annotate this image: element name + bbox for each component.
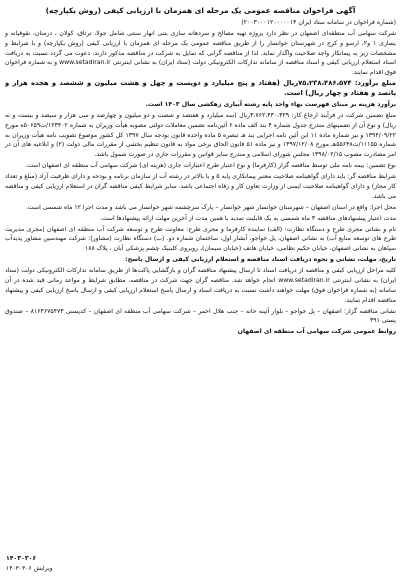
notice-title: آگهی فراخوان مناقصه عمومی یک مرحله ای همزمان با ارزیابی کیفی (روش یکپارچه) xyxy=(45,6,356,15)
document-number: ۱۴۰۳۰۳۰۶ xyxy=(6,555,37,562)
paragraph-cost-basis: برآورد هزینه بر مبنای فهرست بهاء واحد پایه رشته آبیاری زهکشی سال ۱۴۰۳ است. xyxy=(145,100,396,108)
paragraph-guarantee: مبلغ تضمین شرکت در فرآیند ارجاع کار: ۳،۷۶۲،۴۳۰،۳۲۹ریال (سه میلیارد و هفتصد و شصت و دو میلیون و چهارصد و سی هزار و سیصد و بیست و نه ریال) و نوع آن از تضمینهای مندرج جدول شماره ۴ بند الف ماده ۶ آئین‌نامه تضمین معاملات دولتی مصوبه هیأت وزیران به شماره ۱۲۳۴۰۲/ت۵۰۶۵۹ه مورخ ۱۳۹۴/۰۹/۲۲ و نیز شماره ماده ۱۱ این آئین نامه اجرایی بند هـ تبصره ۵ ماده واحده قانون بودجه سال ۱۳۹۷ کل کشور موضوع تصویب نامه هیأت وزیران به شماره ۱۱۱۵۵/ت۵۵۶۴۸هـ مورخ ۱۳۹۷/۱۲/۰۸ و نیز ماده ۵۱ قانون الحاق برخی مواد به قانون تنظیم بخشی از مقررات مالی دولت (۲) و ابلاغیه های آن در امر مصادرت مصوب ۱۳۹۸/۰۲/۱۵ مجلس شورای اسلامی و مندرج سایر قوانین و مقررات جاری در صورت شمول باشد. xyxy=(5,111,397,159)
paragraph-intro: شرکت سهامی آب منطقه‌ای اصفهان در نظر دارد پروژه تهیه مصالح و سردهانه سازی بتنی انهار سنتی شامل جولا، ترتاق، کولان ، درمنان، نقوقیانه و یساری ۱ و۲، ارسو و کرج در شهرستان خوانسار را از طریق مناقصه عمومی یک مرحله ای همزمان با ارزیابی کیفی (روش یکپارچه) و با شرایط و مشخصات زیر به پیمانکار واجد صلاحیت واگذار نماید. لذا از مناقصه گرانی که تمایل به شرکت در مناقصه مذکور دارند، دعوت می گردد نسبت به دریافت اسناد استعلام ارزیابی کیفی و اسناد مناقصه از سامانه تدارکات الکترونیکی دولت (ستاد ایران) به نشانی اینترنتی www.setadiran.ir و به شماره فراخوان فوق اقدام نمایند. xyxy=(5,29,396,77)
paragraph-estimate: مبلغ برآورد: ۷۵،۲۳۸،۴۸۶،۵۷۴ریال (هفتاد و پنج میلیارد و دویست و چهل و هشت میلیون و ششصد و هجده هزار و پانصد و هفتاد و چهار ریال) است. xyxy=(5,79,396,97)
footer-signature: روابط عمومی شرکت سهامی آب منطقه ای اصفهان xyxy=(237,328,396,336)
paragraph-documents: کلیه مراحل ارزیابی کیفی و مناقصه از دریافت اسناد تا ارسال پیشنهاد مناقصه گران و بازگشایی پاکت‌ها از طریق سامانه تدارکات الکترونیکی دولت (ستاد ایران) به نشانی اینترنتی www.setadiran.ir انجام خواهد شد. مناقصه گران جهت شرکت در مناقصه، مطابق شرایط و مواعد زمانی قید شده در آن سامانه (به شماره فراخوان فوق) مهلت خواهند داشت نسبت به دریافت اسناد و ارسال پاسخ استعلام ارزیابی کیفی و ارسال پاسخ ارزیابی کیفی و پیشنهاد مناقصه اقدام نمایند. xyxy=(5,267,396,304)
paragraph-bidder-conditions: شرایط مناقصه گر: باید دارای گواهینامه صلاحیت معتبر پیمانکاری پایه ۵ و یا بالاتر در رشته آب از سازمان برنامه و بودجه و دارای ظرفیت آزاد (مبلغ و تعداد کار مجاز) و دارای گواهینامه صلاحیت ایمنی از وزارت تعاون کار و رفاه اجتماعی باشد. سایر شرایط کیفی مناقصه گران در استعلام ارزیابی کیفی و مناقصه می باشد. xyxy=(5,173,396,200)
paragraph-location: محل اجرا: واقع در استان اصفهان – شهرستان خوانسار شهر خوانسار – پارک سرچشمه شهر خوانسار می باشد و مدت اجرا ۱۲ ماه شمسی است. xyxy=(25,203,396,211)
paragraph-guarantee-type: نوع تضمین: بیمه نامه ملی توسط مناقصه گزار (کارفرما) و نوع اعتبار طرح اعتبارات جاری (هزینه ای) شرکت سهامی آب منطقه ای اصفهان است. xyxy=(25,162,396,170)
version-label: ویرایش ۱۴۰۳۰۳۰۶ xyxy=(6,565,53,572)
paragraph-address: نشانی مناقصه گزار: اصفهان – پل خواجو – بلوار آئینه خانه – جنب هلال احمر – شرکت سهامی آب منطقه ای اصفهان – کدپستی ۸۱۶۴۶۷۵۴۷۳ – صندوق پستی ۳۹۱ xyxy=(5,307,397,325)
paragraph-supervisor: نام و نشانی مجری طرح و دستگاه نظارت: (الف) نماینده کارفرما و مجری طرح: معاونت طرح و توسعه شرکت آب منطقه ای اصفهان (مجری مدیریت طرح های توسعه منابع آب) به نشانی اصفهان، پل خواجو، آبشار اول، ساختمان شماره دو. (ب) دستگاه نظارت (مشاور): شرکت مهندسین مشاور پدیدآب سپاهان به نشانی اصفهان، خیابان حکیم نظامی، خیابان هاتف (خیابان سیمان)، روبروی کلینیک چشم پزشکی آیان ، پلاک ۱۸۸ xyxy=(5,225,396,253)
notice-number: (شماره فراخوان در سامانه ستاد ایران ۲۰۰۳۰۰۰۱۲۰۰۰۰۰۱۴) xyxy=(241,19,396,26)
paragraph-validity: مدت اعتبار پیشنهادهای مناقصه ۳ ماه شمسی به یک قابلیت تمدید با همین مدت از آخرین مهلت ارائه پیشنهادها است. xyxy=(99,214,396,222)
paragraph-documents-heading: تاریخ، مهلت، نشانی و نحوه دریافت اسناد مناقصه و استعلام ارزیابی کیفی و ارسال پاسخ: xyxy=(125,256,396,264)
